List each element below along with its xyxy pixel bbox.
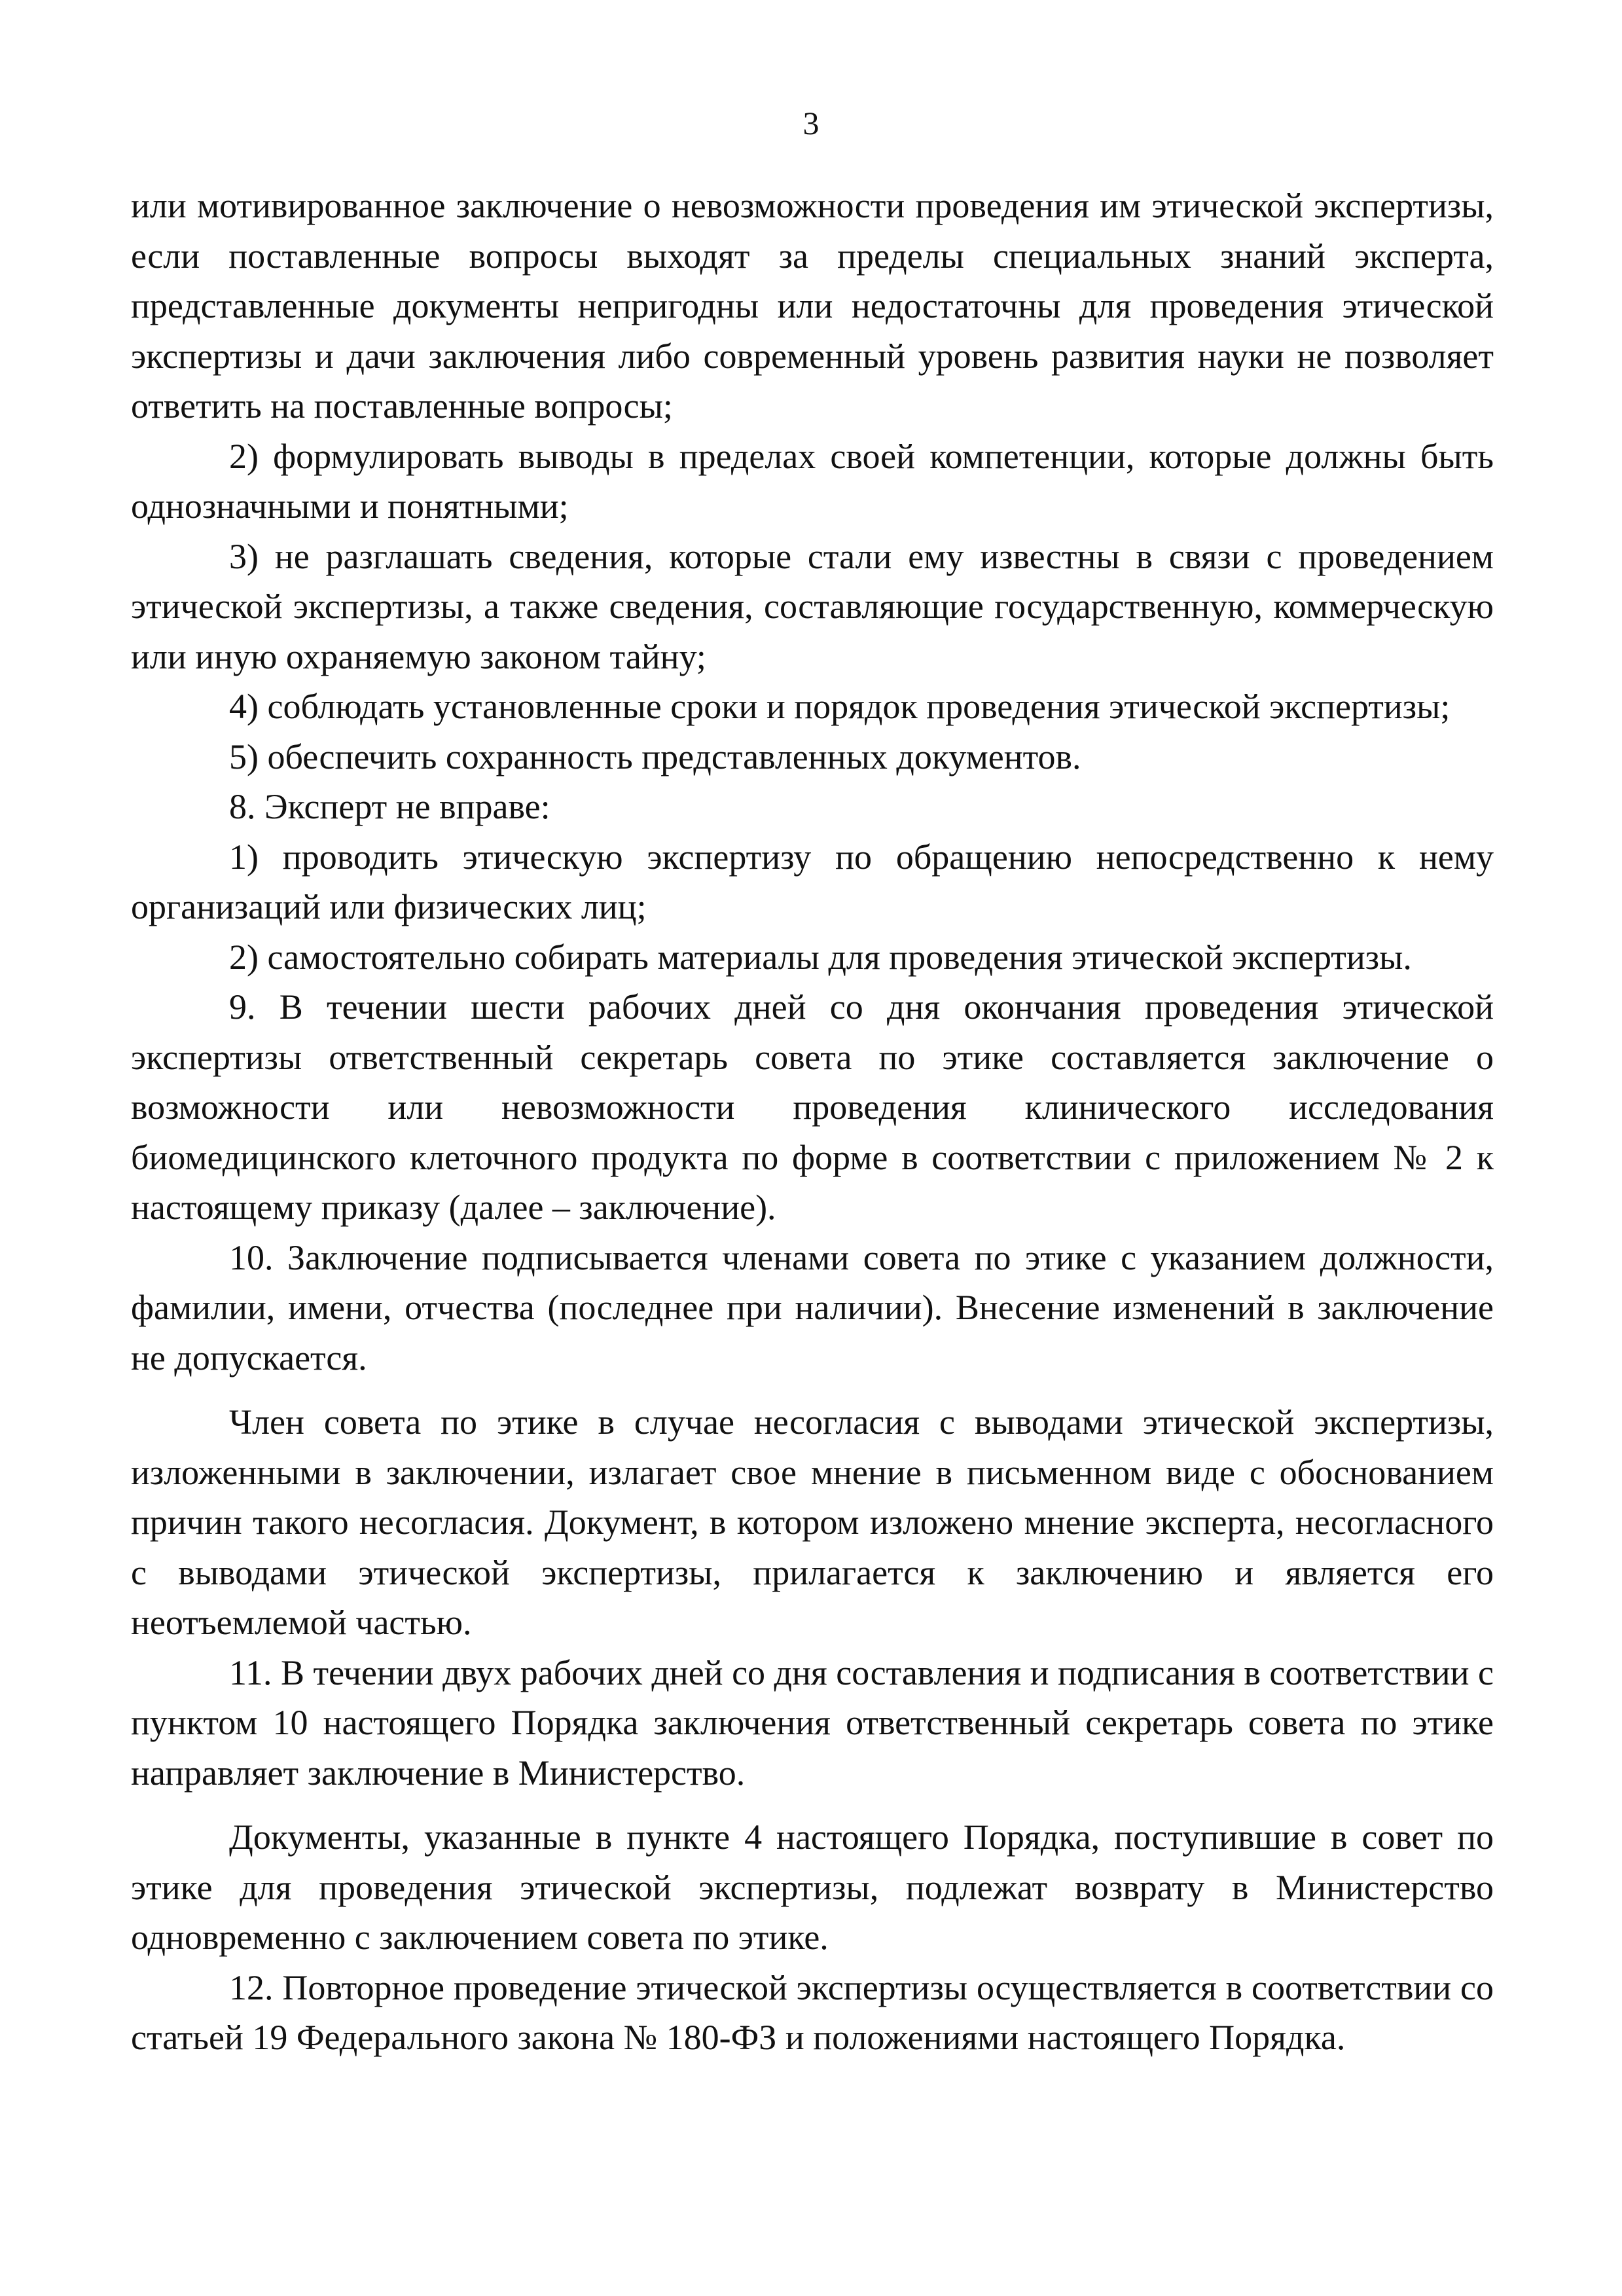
document-body bbox=[131, 181, 1494, 2063]
paragraph-documents-return: Документы, указанные в пункте 4 настоящего Порядка, поступившие в совет по этике для проведения этической экспертизы, подлежат возврату в Министерство одновременно с заключением совета по этике. bbox=[131, 1817, 1494, 1957]
paragraph-section-9: 9. В течении шести рабочих дней со дня окончания проведения этической экспертизы ответственный секретарь совета по этике составляется заключение о возможности или невозможности проведения клинического исследования биомедицинского клеточного продукта по форме в соответствии с приложением № 2 к настоящему приказу (далее – заключение). bbox=[131, 987, 1494, 1227]
paragraph-item-3-confidentiality: 3) не разглашать сведения, которые стали ему известны в связи с проведением этической экспертизы, а также сведения, составляющие государственную, коммерческую или иную охраняемую законом тайну; bbox=[131, 536, 1494, 676]
paragraph-item-5-documents: 5) обеспечить сохранность представленных документов. bbox=[229, 737, 1081, 776]
paragraph-section-8: 8. Эксперт не вправе: bbox=[229, 787, 550, 826]
paragraph-section-8-item-2: 2) самостоятельно собирать материалы для проведения этической экспертизы. bbox=[229, 937, 1412, 977]
paragraph-section-12: 12. Повторное проведение этической экспертизы осуществляется в соответствии со статьей 19 Федерального закона № 180-ФЗ и положениями настоящего Порядка. bbox=[131, 1967, 1494, 2057]
paragraph-section-11: 11. В течении двух рабочих дней со дня составления и подписания в соответствии с пунктом 10 настоящего Порядка заключения ответственный секретарь совета по этике направляет заключение в Министерство. bbox=[131, 1652, 1494, 1793]
paragraph-continuation: или мотивированное заключение о невозможности проведения им этической экспертизы, если поставленные вопросы выходят за пределы специальных знаний эксперта, представленные документы непригодны или недостаточны для проведения этической экспертизы и дачи заключения либо современный уровень развития науки не позволяет ответить на поставленные вопросы; bbox=[131, 186, 1494, 426]
paragraph-item-2-conclusions: 2) формулировать выводы в пределах своей компетенции, которые должны быть однозначными и понятными; bbox=[131, 436, 1494, 526]
paragraph-section-10: 10. Заключение подписывается членами совета по этике с указанием должности, фамилии, имени, отчества (последнее при наличии). Внесение изменений в заключение не допускается. bbox=[131, 1237, 1494, 1377]
paragraph-item-4-deadlines: 4) соблюдать установленные сроки и порядок проведения этической экспертизы; bbox=[229, 687, 1451, 726]
paragraph-dissent: Член совета по этике в случае несогласия с выводами этической экспертизы, изложенными в заключении, излагает свое мнение в письменном виде с обоснованием причин такого несогласия. Документ, в котором изложено мнение эксперта, несогласного с выводами этической экспертизы, прилагается к заключению и является его неотъемлемой частью. bbox=[131, 1402, 1494, 1642]
page-number: 3 bbox=[802, 105, 820, 141]
paragraph-section-8-item-1: 1) проводить этическую экспертизу по обращению непосредственно к нему организаций или физических лиц; bbox=[131, 837, 1494, 926]
